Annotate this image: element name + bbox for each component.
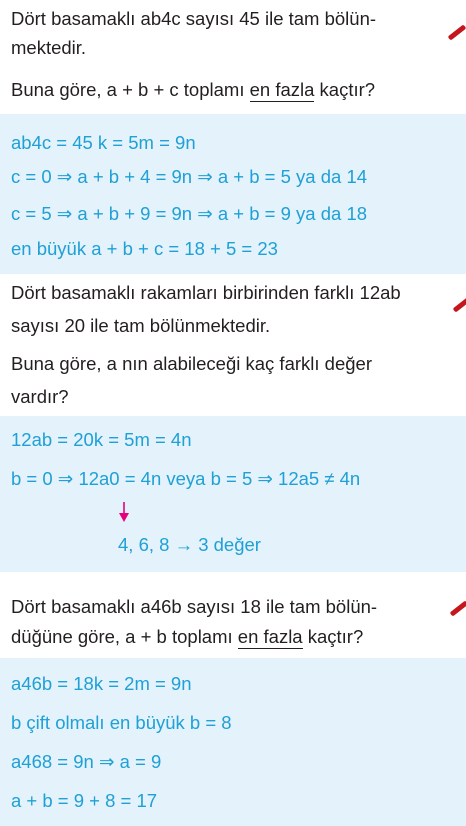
problem1-solution-box [0, 114, 466, 274]
problem3-question-suffix: kaçtır? [302, 626, 364, 647]
problem2-question-line1: Dört basamaklı rakamları birbirinden farklı 12ab [11, 282, 401, 303]
pencil-mark-icon [453, 296, 466, 312]
problem1-question-line1: Dört basamaklı ab4c sayısı 45 ile tam bölün- [11, 8, 377, 29]
problem2-solution-line2: b = 0 ⇒ 12a0 = 4n veya b = 5 ⇒ 12a5 ≠ 4n [11, 468, 361, 489]
problem2-solution-line1: 12ab = 20k = 5m = 4n [11, 429, 192, 450]
problem2-question-line3: Buna göre, a nın alabileceği kaç farklı değer [11, 353, 372, 374]
problem3-question-line1: Dört basamaklı a46b sayısı 18 ile tam bölün- [11, 596, 378, 617]
problem1-question-line3 [11, 79, 375, 101]
problem3-question-prefix: düğüne göre, a + b toplamı [11, 626, 238, 647]
problem2-solution-box [0, 416, 466, 572]
problem1-question-line2: mektedir. [11, 37, 87, 58]
problem1-question-suffix: kaçtır? [314, 79, 376, 100]
problem3-solution-box [0, 658, 466, 826]
problem2-question-line4: vardır? [11, 386, 69, 407]
problem3-solution-line3: a468 = 9n ⇒ a = 9 [11, 751, 162, 772]
problem1-emphasis: en fazla [249, 79, 315, 100]
arrow-down-icon [118, 501, 130, 523]
pencil-mark-icon [448, 24, 466, 40]
problem1-solution-line2: c = 0 ⇒ a + b + 4 = 9n ⇒ a + b = 5 ya da 14 [11, 166, 368, 187]
problem3-solution-line2: b çift olmalı en büyük b = 8 [11, 712, 232, 733]
problem1-solution-line3: c = 5 ⇒ a + b + 9 = 9n ⇒ a + b = 9 ya da 18 [11, 203, 368, 224]
problem1-question-prefix: Buna göre, a + b + c toplamı [11, 79, 250, 100]
problem3-solution-line4: a + b = 9 + 8 = 17 [11, 790, 158, 811]
problem2-solution-line3: 4, 6, 8 → 3 değer [118, 534, 261, 555]
problem1-solution-line1: ab4c = 45 k = 5m = 9n [11, 132, 196, 153]
problem3-solution-line1: a46b = 18k = 2m = 9n [11, 673, 192, 694]
pencil-mark-icon [450, 600, 466, 616]
problem3-emphasis: en fazla [237, 626, 303, 647]
problem1-solution-line4: en büyük a + b + c = 18 + 5 = 23 [11, 238, 278, 259]
problem2-question-line2: sayısı 20 ile tam bölünmektedir. [11, 315, 271, 336]
problem3-question-line2 [11, 626, 363, 648]
